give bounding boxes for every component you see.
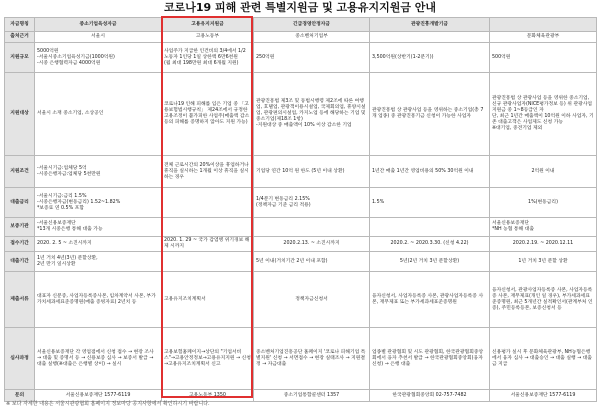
table-cell: 500억원	[490, 43, 597, 73]
table-cell: 서울신용보증재단 1577-6119	[35, 390, 162, 402]
table-cell: 기업당 연간 10억 원 한도 (5년 이내 상환)	[254, 156, 370, 188]
table-cell: 5년 이내(거치기간 2년 이내 포함)	[254, 252, 370, 272]
table-cell: 중소벤처기업진흥공단 홈페이지 '코로나 피해기업 특별지원' 신청 → 서면접수 → 현장 실태조사 → 지원결정 → 자금대출	[254, 328, 370, 390]
row-label: 접수기간	[5, 237, 35, 252]
table-cell: 전체 근로시간의 20%이상을 휴업하거나 휴직을 실시하는 1개월 이상 휴직을 실시하는 경우	[162, 156, 254, 188]
table-row	[5, 237, 597, 252]
table-cell	[370, 218, 490, 237]
table-cell: 고용노동부	[162, 32, 254, 43]
table-row	[5, 218, 597, 237]
table-cell	[254, 218, 370, 237]
table-cell: 1/4분기 변동금리 2.15% (정책자금 기준 금리 적용)	[254, 188, 370, 218]
table-cell: 5년(2년 거치 3년 분할상환)	[370, 252, 490, 272]
table-cell	[370, 32, 490, 43]
table-cell: 2020. 1. 29 ~ 국가 감염병 위기경보 해제 시까지	[162, 237, 254, 252]
table-cell: 고용유지조치계획서	[162, 272, 254, 328]
table-cell: 사업주가 지급한 인건비의 3/4에서 1/2 노동자 1인당 1일 상한액 6만6천원 (월 최대 198만원 최대 6개월 지원)	[162, 43, 254, 73]
table-row	[5, 73, 597, 156]
table-cell: 중소기업통합콜센터 1357	[254, 390, 370, 402]
table-cell: 업종별 관광협회 및 시도 관광협회, 한국관광협회중앙회에서 융자 추천서 발급 → 한국관광협회중앙회(융자 신청) → 은행 대출	[370, 328, 490, 390]
table-cell: 2억원 이내	[490, 156, 597, 188]
table-cell: 서울시	[35, 32, 162, 43]
row-label: 문의	[5, 390, 35, 402]
table-row	[5, 272, 597, 328]
table-cell: 대표자 신분증, 사업자등록증사본, 임차계약서 사본, 부가가치세과세표준증명원(매출 증빙자료) 2년치 등	[35, 272, 162, 328]
col-header-tourism-fund	[490, 18, 597, 32]
table-cell: -서울신용보증재단 *13개 시중은행 통해 대출 가능	[35, 218, 162, 237]
table-row	[5, 188, 597, 218]
table-cell	[162, 252, 254, 272]
table-cell: 1%(변동금리)	[490, 188, 597, 218]
table-cell: 2020.2. ~ 2020.3.30. (신청 4.22)	[370, 237, 490, 252]
table-cell: 2020.2.13. ~ 소진시까지	[254, 237, 370, 252]
table-cell: 관광진흥법 상 관광사업 등을 영위한 중소기업, 신규 관광사업자(NICE평가정보 등) 위 관광사업 지원금 중 1~8등급인 자 단, 최근 1년간 매출액이 10억원 이하 사업자, 기존 대출고객은 사업제도 신청 가능 ※대기업, 중견기업 제외	[490, 73, 597, 156]
table-cell: 관광진흥법 제3조 및 동법시행령 제2조에 따른 여행업, 호텔업, 관광객이용시설업, 국제회의업, 휴양시설업, 관광편의시설업, 카지노업 등에 해당하는 기업 및 중소기업(제18조 1항) -지원대상 중 매출액이 10% 이상 감소한 기업	[254, 73, 370, 156]
table-cell: 문화체육관광부	[490, 32, 597, 43]
table-cell	[162, 218, 254, 237]
col-header-employment: 고용유지지원금	[162, 18, 254, 32]
table-cell: 한국관광협회중앙회 02-757-7482	[370, 390, 490, 402]
header-row	[5, 18, 597, 32]
row-label: 제출서류	[5, 272, 35, 328]
table-cell: 서울시 소재 중소기업, 소상공인	[35, 73, 162, 156]
table-cell: 융자신청서, 사업자등록증 사본, 관광사업자등록증 사본, 재무제표 또는 부가세과세표준증명원	[370, 272, 490, 328]
table-row	[5, 32, 597, 43]
row-label: 지원조건	[5, 156, 35, 188]
table-cell: 융자신청서, 관광사업자등록증 사본, 사업자등록증 사본, 재무제표(개인 일 경우), 부가세과세표준증명원, 최근 5개년간 실적확인서(관계부처 인증), 주민등록등본, 보증신청서 등	[490, 272, 597, 328]
table-row	[5, 328, 597, 390]
table-cell: 2020.2.19. ~ 2020.12.11	[490, 237, 597, 252]
table-cell: 신용평가 실시 후 문화체육관광부, NH농협은행에서 융자 심사 → 대출승인 → 대출 실행 → 대출금 지급	[490, 328, 597, 390]
table-cell: 고용노동부 1350	[162, 390, 254, 402]
table-row	[5, 252, 597, 272]
table-row	[5, 156, 597, 188]
table-cell: 5000억원 -서울시중소기업육성기금(1000억원) -시중 은행협력자금 4000억원	[35, 43, 162, 73]
row-label: 출처근거	[5, 32, 35, 43]
table-cell: 고용보험홈페이지→상단의 "기업서비스"→고용안정정보→고용유지지원 → 신청→고용유지조치계획서 신고	[162, 328, 254, 390]
table-cell: 1년 거치 3년 분할 상환	[490, 252, 597, 272]
col-header-emergency: 긴급경영안정자금	[254, 18, 370, 32]
support-comparison-table	[4, 17, 597, 402]
table-cell: 정책자금신청서	[254, 272, 370, 328]
table-cell: 1년 거치 4년(3년) 분할상환, 2년 만기 일시상환	[35, 252, 162, 272]
row-label: 대출기간	[5, 252, 35, 272]
row-label: 지원규모	[5, 43, 35, 73]
table-cell: 2020. 2. 5 ~ 소진시까지	[35, 237, 162, 252]
table-cell: 1년간 매출 1년간 영업비용의 50% 30억원 이내	[370, 156, 490, 188]
col-header-sme: 중소기업육성자금	[35, 18, 162, 32]
col-header-tourism: 관광진흥개발기금	[370, 18, 490, 32]
table-cell	[162, 188, 254, 218]
table-cell: 서울신용보증재단 각 영업점에서 신청 접수 → 현장 조사 → 대출 및 증명서 등 → 신용보증 심사 → 보증서 발급 → 대출 실행(※대출은 은행별 상이) → 실시	[35, 328, 162, 390]
table-cell: 1.5%	[370, 188, 490, 218]
row-label: 지원대상	[5, 73, 35, 156]
table-cell: 서울신용보증재단 1577-6119	[490, 390, 597, 402]
table-cell: -서울시기금:업체당 5억 -시중은행자금:업체당 5천만원	[35, 156, 162, 188]
col-header-category: 자금명칭	[5, 18, 35, 32]
table-cell: 250억원	[254, 43, 370, 73]
row-label: 대출금리	[5, 188, 35, 218]
page-title: 코로나19 피해 관련 특별지원금 및 고용유지지원금 안내	[163, 1, 437, 14]
table-cell: 코로나19 인해 피해를 입은 기업 중 「고용보험법시행규칙」 제24조에서 규정한 고용조정이 불가피한 사업주(매출액 감소 등의 피해를 증명하지 않아도 지원 가능)	[162, 73, 254, 156]
table-cell: 서울신용보증재단 *NH 농협 통해 대출	[490, 218, 597, 237]
table-cell: 중소벤처기업부	[254, 32, 370, 43]
table-cell: 3,500억원(상반기(1-2분기))	[370, 43, 490, 73]
table-cell: 관광진흥법 상 관광사업 등을 영위하는 중소기업(총 7개 업종) 중 관광진흥기금 신청이 가능한 사업자	[370, 73, 490, 156]
table-cell: -서울시기금:금리 1.5% -시중은행자금(변동금리) 1.52~1.82% *보증료 연 0.5% 포함	[35, 188, 162, 218]
row-label: 심사과정	[5, 328, 35, 390]
footnote: ※ 보다 자세한 내용은 서울시관광협회 홈페이지 정보마당 공지사항에서 확인하시기 바랍니다.	[6, 401, 210, 407]
table-row	[5, 43, 597, 73]
row-label: 보증기관	[5, 218, 35, 237]
